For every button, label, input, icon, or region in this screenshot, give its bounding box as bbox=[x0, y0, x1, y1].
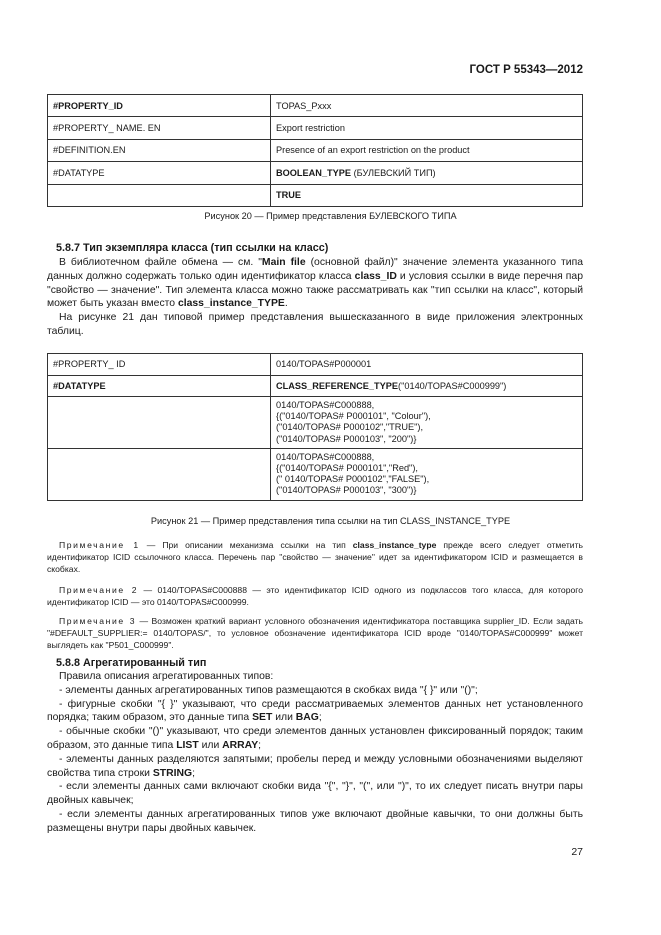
document-header: ГОСТ Р 55343—2012 bbox=[469, 64, 583, 76]
table-cell: 0140/TOPAS#C000888, {("0140/TOPAS# P000101", "Colour"), ("0140/TOPAS# P000102","TRUE"), ("0140/TOPAS# P000103", "200")} bbox=[271, 397, 583, 449]
table-cell bbox=[48, 448, 271, 500]
table-cell: #DEFINITION.EN bbox=[48, 139, 271, 161]
table-row bbox=[48, 95, 583, 117]
table-row bbox=[48, 139, 583, 161]
table-row bbox=[48, 162, 583, 184]
list-item: - элементы данных разделяются запятыми; пробелы перед и между условными обозначениями выделяют свойства типа строки STRING; bbox=[47, 753, 583, 779]
table-row bbox=[48, 117, 583, 139]
section-5-8-7-title: 5.8.7 Тип экземпляра класса (тип ссылки на класс) bbox=[56, 242, 329, 254]
table-row bbox=[48, 184, 583, 206]
figure-20-table bbox=[47, 94, 583, 207]
table-cell bbox=[48, 397, 271, 449]
table-cell: #PROPERTY_ ID bbox=[48, 354, 271, 376]
figure-21-caption: Рисунок 21 — Пример представления типа ссылки на тип CLASS_INSTANCE_TYPE bbox=[150, 516, 511, 526]
list-item: Правила описания агрегатированных типов: bbox=[59, 671, 274, 682]
table-cell: TOPAS_Pxxx bbox=[271, 95, 583, 117]
list-item: - если элементы данных сами включают скобки вида "{", "}", "(", или ")", то их следует писать внутри пары двойных кавычек; bbox=[47, 781, 583, 807]
section-5-8-8-list bbox=[47, 670, 583, 836]
table-cell: 0140/TOPAS#C000888, {("0140/TOPAS# P000101","Red"), (" 0140/TOPAS# P000102","FALSE"), ("0140/TOPAS# P000103", "300")} bbox=[271, 448, 583, 500]
list-item: - элементы данных агрегатированных типов размещаются в скобках вида "{ }" или "()"; bbox=[59, 684, 478, 696]
page-number: 27 bbox=[571, 846, 583, 858]
section-5-8-7-paragraph-2: На рисунке 21 дан типовой пример представления вышесказанного в виде приложения электронных таблиц. bbox=[47, 312, 583, 337]
table-cell: Presence of an export restriction on the product bbox=[271, 139, 583, 161]
figure-20-caption: Рисунок 20 — Пример представления БУЛЕВСКОГО ТИПА bbox=[204, 211, 457, 221]
table-cell: #PROPERTY_ NAME. EN bbox=[48, 117, 271, 139]
section-5-8-7-paragraph-1: В библиотечном файле обмена — см. "Main file (основной файл)" значение элемента указанного типа данных должно содержать только один идентификатор класса class_ID и условия ссылки в виде перечня пар "свойство — значение". Тип элемента класса можно также рассматривать как "тип ссылки на класс", который может быть указан вместо class_instance_TYPE. bbox=[47, 257, 584, 310]
table-cell: #PROPERTY_ID bbox=[48, 95, 271, 117]
table-cell: #DATATYPE bbox=[48, 375, 271, 397]
table-cell: Export restriction bbox=[271, 117, 583, 139]
list-item: - обычные скобки "()" указывают, что среди элементов данных установлен фиксированный порядок; таким образом, это данные типа LIST или ARRAY; bbox=[47, 726, 583, 751]
note-1: Примечание 1 — При описании механизма ссылки на тип class_instance_type прежде всего следует отметить идентификатор ICID ссылочного класса. Перечень пар "свойство — значение" идет за идентификатором ICID и размещается в скобках. bbox=[47, 540, 583, 574]
table-row bbox=[48, 448, 583, 500]
table-cell: CLASS_REFERENCE_TYPE("0140/TOPAS#C000999") bbox=[271, 375, 583, 397]
table-cell: TRUE bbox=[271, 184, 583, 206]
table-cell bbox=[48, 184, 271, 206]
list-item: - если элементы данных агрегатированных типов уже включают двойные кавычки, то они должны быть размещены внутри пары двойных кавычек. bbox=[47, 808, 583, 834]
table-cell: BOOLEAN_TYPE (БУЛЕВСКИЙ ТИП) bbox=[271, 162, 583, 184]
table-row bbox=[48, 397, 583, 449]
section-5-8-8-title: 5.8.8 Агрегатированный тип bbox=[56, 657, 207, 669]
note-3: Примечание 3 — Возможен краткий вариант условного обозначения идентификатора поставщика supplier_ID. Если задать "#DEFAULT_SUPPLIER:= 0140/TOPAS/", то условное обозначение идентификатора ICID вроде "0140/TOPAS#C000999" может выглядеть как "P501_C000999". bbox=[47, 616, 584, 650]
table-cell: 0140/TOPAS#P000001 bbox=[271, 354, 583, 376]
figure-21-table bbox=[47, 353, 583, 501]
note-2: Примечание 2 — 0140/TOPAS#C000888 — это идентификатор ICID одного из подклассов того класса, для которого идентификатор ICID — это 0140/TOPAS#C000999. bbox=[47, 585, 583, 607]
list-item: - фигурные скобки "{ }" указывают, что среди рассматриваемых элементов данных нет установленного порядка; таким образом, это данные типа SET или BAG; bbox=[47, 698, 583, 724]
table-cell: #DATATYPE bbox=[48, 162, 271, 184]
table-row bbox=[48, 354, 583, 376]
table-row bbox=[48, 375, 583, 397]
